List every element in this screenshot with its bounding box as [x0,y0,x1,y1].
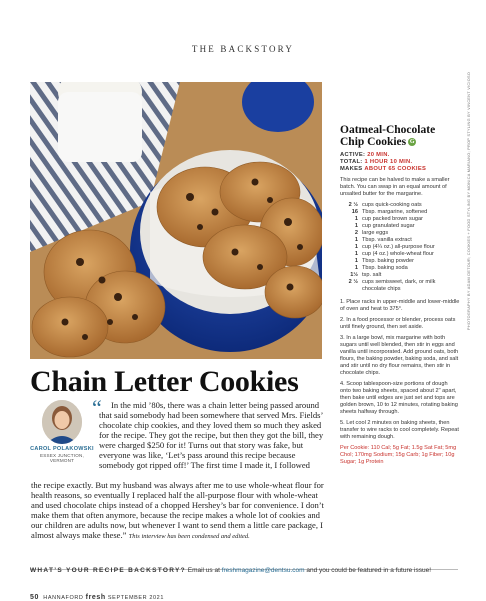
avatar [42,400,82,444]
ingredient-item [340,209,460,216]
cookie-illustration [30,82,322,359]
recipe-title: Oatmeal-Chocolate Chip Cookies G [340,124,436,148]
ingredient-quantity: 1 [354,222,358,229]
goodfit-badge-icon: G [409,138,415,145]
quote-text-bottom: the recipe exactly. But my husband was always after me to use whole-wheat flour for health reasons, so eventually I replaced half the all-purpose flour with whole-wheat and used chocolate chips instead of a chopped Hershey’s bar for convenience. I don’t make them that often anymore, because the recipe makes a whole lot of cookies and our children are adults now, but whenever I want to send them a little care package, I almost always make these.” This interview has been condensed and edited. [31,480,324,540]
page-footer: 50 HANNAFORD fresh SEPTEMBER 2021 [30,594,164,601]
recipe-note: This recipe can be halved to make a smaller batch. You can swap in an equal amount of unsalted butter for the margarine. [340,176,450,197]
ingredient-quantity: 2 ½ [348,278,358,285]
cookie-photo [30,82,322,359]
person-name: CAROL POLAKOWSKI [30,446,94,452]
ingredient-quantity: 1 [354,257,358,264]
ingredient-item [340,237,460,244]
ingredient-quantity: 1 [354,215,358,222]
person-location: ESSEX JUNCTION, VERMONT [39,453,85,463]
ingredient-text: tsp. salt [362,271,382,278]
ingredient-text: Tbsp. baking powder [362,257,414,264]
ingredient-text: cup (4¼ oz.) all-purpose flour [362,243,435,250]
ingredient-quantity: 16 [351,208,358,215]
section-header: THE BACKSTORY [191,44,295,54]
photo-credit: PHOTOGRAPHY BY ADAM DETOUR; COOKIES + FOOD STYLING BY MONICA MARIANO; PROP STYLING BY VINCENT VICIOSO [467,71,471,330]
step-item: 2. In a food processor or blender, process oats until finely ground, then set aside. [340,316,456,330]
ingredient-item [340,202,460,209]
step-list [340,299,460,441]
ingredient-item [340,223,460,230]
step-item: 3. In a large bowl, mix margarine with both sugars until well blended, then stir in eggs and vanilla until incorporated. Add ground oats, both flours, the baking powder, baking soda, and salt and stir until no dry flour remains, then stir in chocolate chips. [340,334,459,376]
ingredient-text: cups semisweet, dark, or milk chocolate chips [362,278,436,292]
nutrition-info: Per Cookie: 110 Cal; 5g Fat; 1.5g Sat Fat; 5mg Chol; 170mg Sodium; 15g Carb; 1g Fiber; 10g Sugar; 1g Protein [340,444,457,465]
ingredient-text: cup packed brown sugar [362,215,423,222]
condensed-note: This interview has been condensed and edited. [128,533,250,540]
ingredient-item [340,230,460,237]
ingredient-quantity: 1 [354,236,358,243]
ingredient-quantity: 1½ [350,271,358,278]
ingredient-item [340,244,460,251]
ingredient-text: cup granulated sugar [362,222,415,229]
ingredient-quantity: 1 [354,243,358,250]
ingredient-quantity: 2 [354,229,358,236]
ingredient-quantity: 1 [354,250,358,257]
quote-mark: “ [92,395,102,420]
recipe-sidebar [340,125,460,466]
article-title: Chain Letter Cookies [30,365,299,398]
quote-text-top: In the mid ’80s, there was a chain letter being passed around that said somebody had been somewhere that served Mrs. Fields’ chocolate chip cookies, and they loved them so much they asked for the recipe. They got the recipe, but then they got the bill, they were charged $250 for it! Turns out that story was fake, but everyone was like, ‘Let’s pass around this recipe because somebody got ripped off!’ The first time I made it, I followed [99,400,324,470]
ingredient-quantity: 2 ½ [348,201,358,208]
backstory-callout: WHAT’S YOUR RECIPE BACKSTORY? Email us at freshmagazine@dentsu.com and you could be featured in a future issue! [30,567,432,574]
ingredient-item [340,265,460,272]
ingredient-quantity: 1 [354,264,358,271]
ingredient-item [340,251,460,258]
ingredient-text: Tbsp. baking soda [362,264,408,271]
ingredient-item [340,279,460,293]
ingredient-text: cup (4 oz.) whole-wheat flour [362,250,434,257]
ingredient-item [340,216,460,223]
ingredient-text: large eggs [362,229,389,236]
step-item: 4. Scoop tablespoon-size portions of dough onto two baking sheets, spaced about 2" apart, then bake until edges are just set and tops are golden brown, 10 to 12 minutes, rotating baking sheets halfway through. [340,380,458,415]
step-item: 1. Place racks in upper-middle and lower-middle of oven and heat to 375°. [340,298,460,312]
email-link[interactable]: freshmagazine@dentsu.com [221,567,305,574]
ingredient-list [340,202,460,293]
ingredient-text: Tbsp. vanilla extract [362,236,412,243]
step-item: 5. Let cool 2 minutes on baking sheets, then transfer to wire racks to cool completely. Repeat with remaining dough. [340,419,459,440]
ingredient-text: cups quick-cooking oats [362,201,422,208]
ingredient-text: Tbsp. margarine, softened [362,208,428,215]
ingredient-item [340,272,460,279]
page-number: 50 [30,594,39,601]
recipe-times: ACTIVE: 20 MIN. TOTAL: 1 HOUR 10 MIN. MAKES ABOUT 65 COOKIES [340,152,427,173]
ingredient-item [340,258,460,265]
